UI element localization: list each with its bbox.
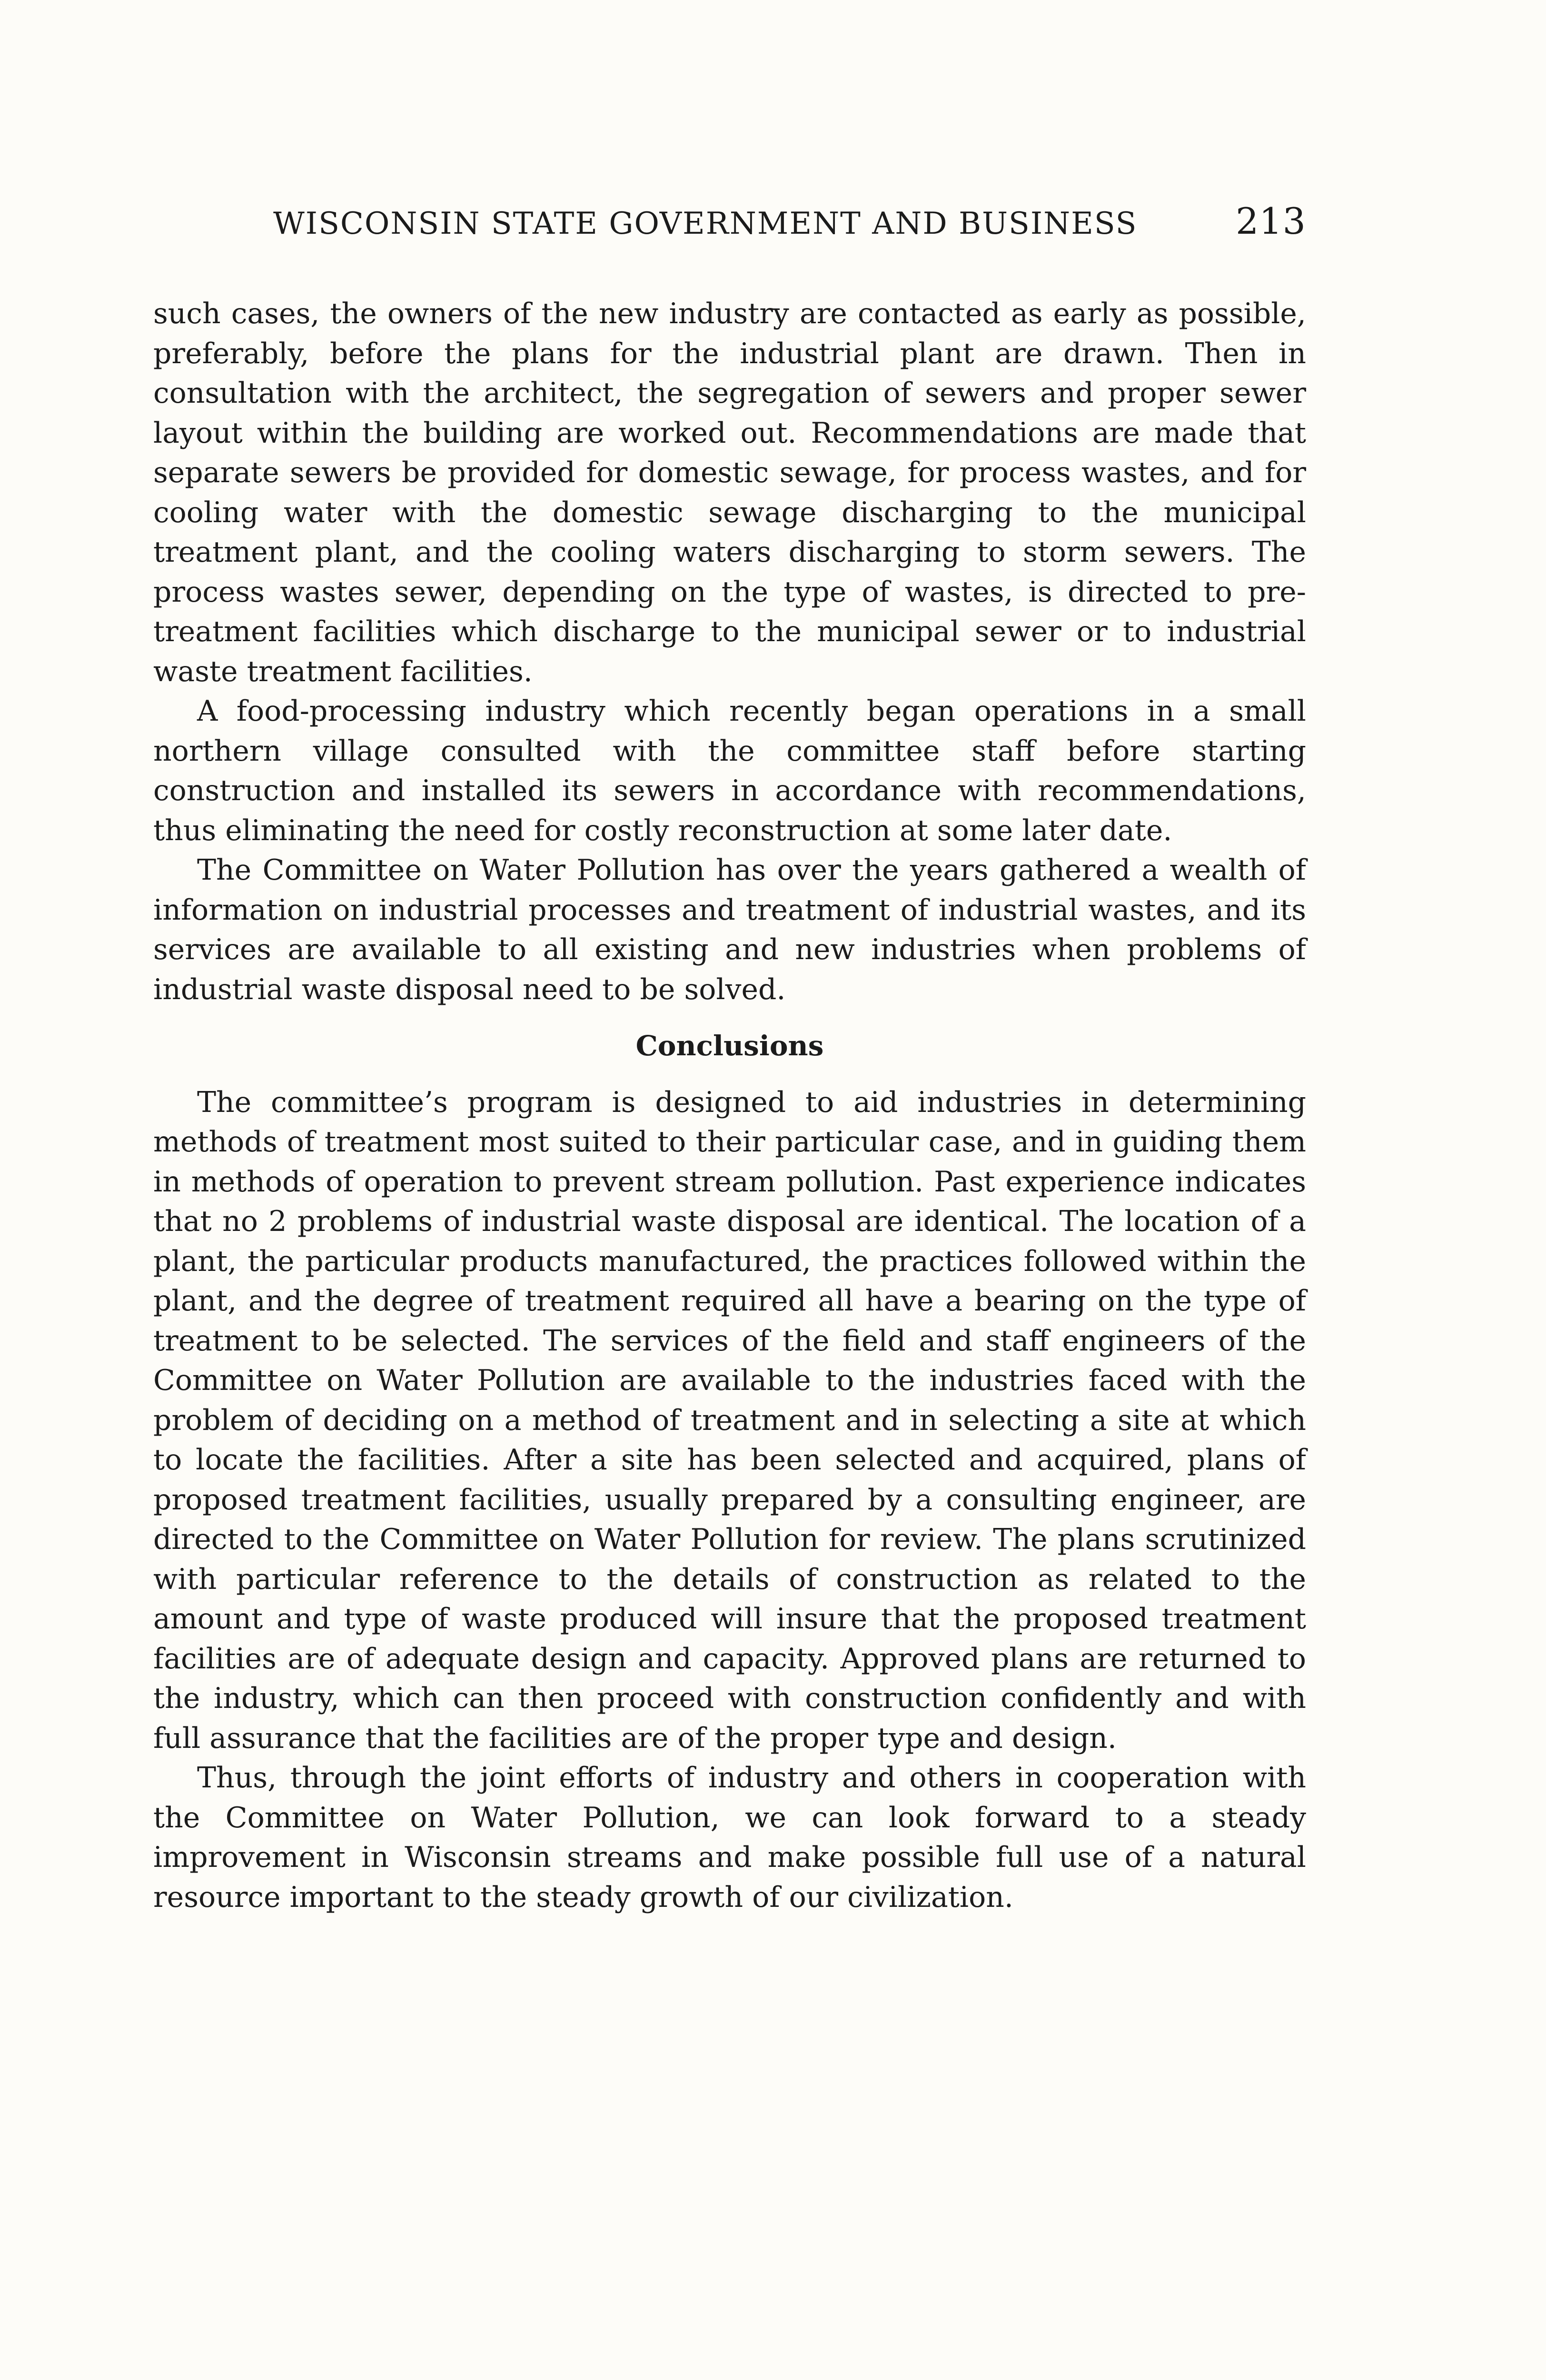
book-page (153, 200, 1306, 1917)
paragraph: A food-processing industry which recently began operations in a small northern village consulted with the committee staff before starting construction and installed its sewers in accordance with recommendations, thus eliminating the need for costly reconstruction at some later date. (153, 694, 1306, 847)
paragraph: The Committee on Water Pollution has over the years gathered a wealth of information on industrial processes and treatment of industrial wastes, and its services are available to all existing and new industries when problems of industrial waste disposal need to be solved. (153, 853, 1306, 1006)
running-head-title: WISCONSIN STATE GOVERNMENT AND BUSINESS (273, 206, 1138, 241)
paragraph: Thus, through the joint efforts of industry and others in cooperation with the Committee on Water Pollution, we can look forward to a steady improvement in Wisconsin streams and make possible full use of a natural resource important to the steady growth of our civilization. (153, 1761, 1306, 1914)
section-heading: Conclusions (635, 1030, 824, 1062)
running-head (273, 200, 1306, 257)
paragraph: such cases, the owners of the new industry are contacted as early as possible, preferably, before the plans for the industrial plant are drawn. Then in consultation with the architect, the segregation of sewers and proper sewer layout within the building are worked out. Recommendations are made that separate sewers be provided for domestic sewage, for process wastes, and for cooling water with the domestic sewage discharging to the municipal treatment plant, and the cooling waters discharging to storm sewers. The process wastes sewer, depending on the type of wastes, is directed to pre-treatment facilities which discharge to the municipal sewer or to industrial waste treatment facilities. (153, 297, 1306, 688)
body-text (153, 294, 1306, 1917)
paragraph: The committee’s program is designed to aid industries in determining methods of treatment most suited to their particular case, and in guiding them in methods of operation to prevent stream pollution. Past experience indicates that no 2 problems of industrial waste disposal are identical. The location of a plant, the particular products manufactured, the practices followed within the plant, and the degree of treatment required all have a bearing on the type of treatment to be selected. The services of the field and staff engineers of the Committee on Water Pollution are available to the industries faced with the problem of deciding on a method of treatment and in selecting a site at which to locate the facilities. After a site has been selected and acquired, plans of proposed treatment facilities, usually prepared by a consulting engineer, are directed to the Committee on Water Pollution for review. The plans scrutinized with particular reference to the details of construction as related to the amount and type of waste produced will insure that the proposed treatment facilities are of adequate design and capacity. Approved plans are returned to the industry, which can then proceed with construction confidently and with full assurance that the facilities are of the proper type and design. (153, 1085, 1306, 1755)
page-number: 213 (1235, 200, 1306, 242)
